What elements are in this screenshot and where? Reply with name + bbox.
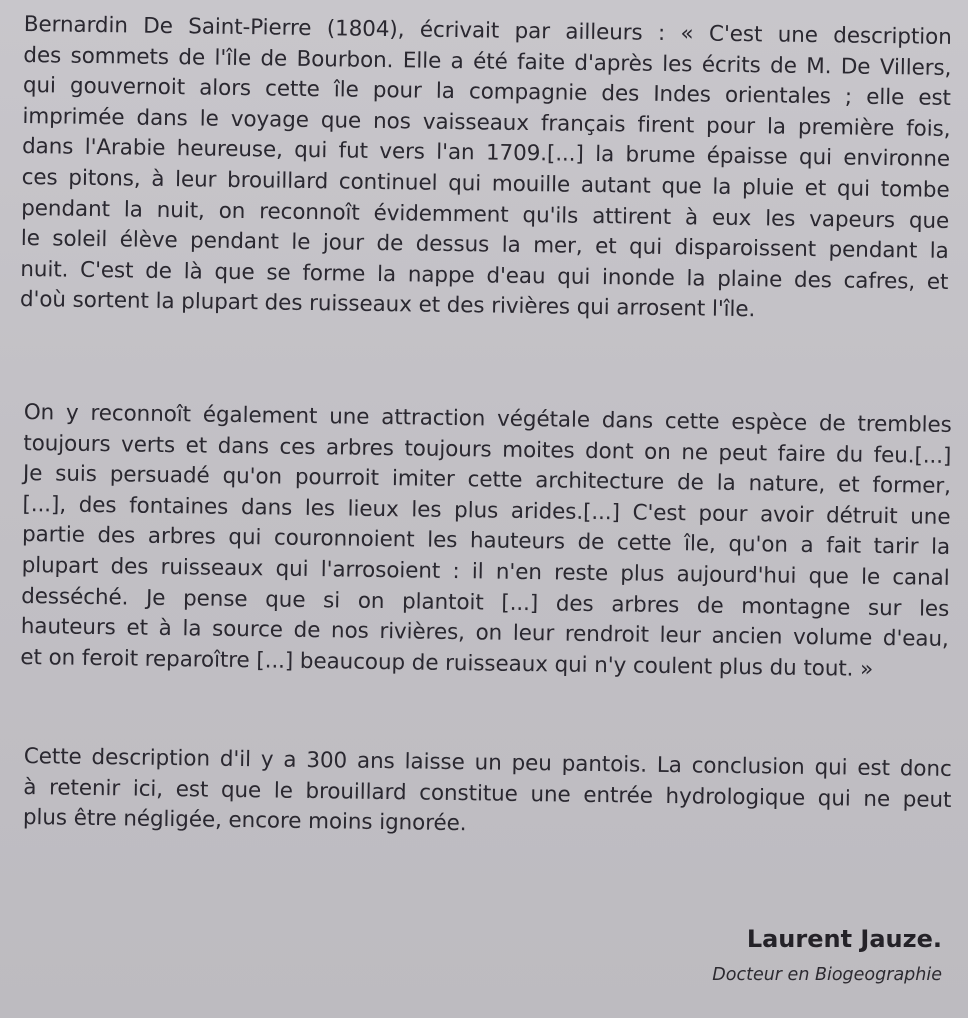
text-line: ces pitons, à leur brouillard continuel qui mouille autant que la pluie et qui tombe <box>21 164 950 203</box>
text-line: dans l'Arabie heureuse, qui fut vers l'an 1709.[...] la brume épaisse qui environne <box>21 134 951 173</box>
text-line: pendant la nuit, on reconnoît évidemment qu'ils attirent à eux les vapeurs que <box>21 195 950 234</box>
text-line: Cette description d'il y a 300 ans laisse un peu pantois. La conclusion qui est donc <box>23 743 952 782</box>
text-line: plus être négligée, encore moins ignorée. <box>22 805 467 837</box>
signature-title: Docteur en Biogeographie <box>712 965 942 985</box>
text-line: [...], des fontaines dans les lieux les plus arides.[...] C'est pour avoir détruit une <box>22 491 951 530</box>
text-line: desséché. Je pense que si on plantoit [...] des arbres de montagne sur les <box>21 583 950 622</box>
text-line: imprimée dans le voyage que nos vaisseaux français firent pour la première fois, <box>22 103 951 142</box>
text-line: hauteurs et à la source de nos rivières, on leur rendroit leur ancien volume d'eau, <box>20 614 949 653</box>
paragraph-3 <box>23 742 952 847</box>
text-line: et on feroit reparoître [...] beaucoup de ruisseaux qui n'y coulent plus du tout. » <box>20 644 874 682</box>
text-line: à retenir ici, est que le brouillard constitue une entrée hydrologique qui ne peut <box>23 774 952 813</box>
text-line: plupart des ruisseaux qui l'arrosoient : il n'en reste plus aujourd'hui que le canal <box>21 552 950 591</box>
text-line: nuit. C'est de là que se forme la nappe d'eau qui inonde la plaine des cafres, et <box>20 256 949 295</box>
text-line: des sommets de l'île de Bourbon. Elle a été faite d'après les écrits de M. De Villers, <box>23 42 952 81</box>
text-line: Je suis persuadé qu'on pourroit imiter cette architecture de la nature, et former, <box>22 461 952 500</box>
text-line: le soleil élève pendant le jour de dessus la mer, et qui disparoissent pendant la <box>20 226 949 265</box>
text-line: Bernardin De Saint-Pierre (1804), écrivait par ailleurs : « C'est une description <box>23 11 952 50</box>
signature-name: Laurent Jauze. <box>746 925 942 953</box>
text-line: d'où sortent la plupart des ruisseaux et des rivières qui arrosent l'île. <box>19 287 756 323</box>
paragraph-2 <box>20 398 952 686</box>
text-line: partie des arbres qui couronnoient les hauteurs de cette île, qu'on a fait tarir la <box>21 522 951 561</box>
paragraph-1 <box>20 10 952 329</box>
text-line: qui gouvernoit alors cette île pour la compagnie des Indes orientales ; elle est <box>22 73 952 112</box>
text-line: toujours verts et dans ces arbres toujours moites dont on ne peut faire du feu.[...] <box>23 430 952 469</box>
text-line: On y reconnoît également une attraction végétale dans cette espèce de trembles <box>23 399 952 438</box>
